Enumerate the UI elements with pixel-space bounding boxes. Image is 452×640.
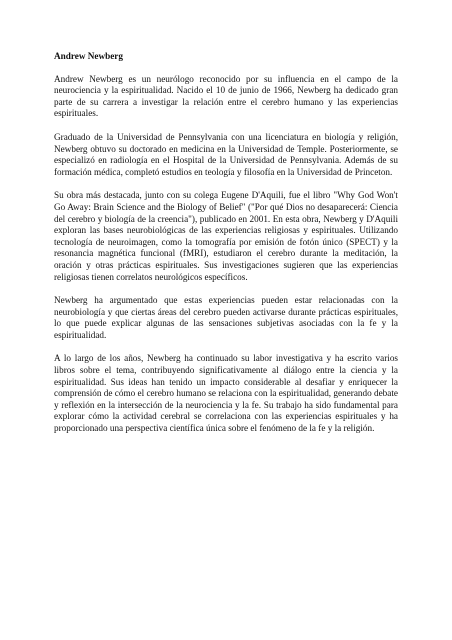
paragraph-intro: Andrew Newberg es un neurólogo reconocido por su influencia en el campo de la neurociencia y la espiritualidad. Nacido el 10 de junio de 1966, Newberg ha dedicado gran parte de su carrera a investigar la relación entre el cerebro humano y las experiencias espirituales. — [54, 73, 398, 119]
document-body — [54, 51, 398, 447]
document-title: Andrew Newberg — [54, 51, 123, 61]
paragraph-argument: Newberg ha argumentado que estas experiencias pueden estar relacionadas con la neurobiología y que ciertas áreas del cerebro pueden activarse durante prácticas espirituales, lo que puede explicar algunas de las sensaciones subjetivas asociadas con la fe y la espiritualidad. — [54, 295, 398, 340]
paragraph-education: Graduado de la Universidad de Pennsylvania con una licenciatura en biología y religión, Newberg obtuvo su doctorado en medicina en la Universidad de Temple. Posteriormente, se especializó en radiología en el Hospital de la Universidad de Pennsylvania. Además de su formación médica, completó estudios en teología y filosofía en la Universidad de Princeton. — [54, 131, 398, 177]
paragraph-book: Su obra más destacada, junto con su colega Eugene D'Aquili, fue el libro "Why God Won't Go Away: Brain Science and the Biology of Belief" ("Por qué Dios no desaparecerá: Ciencia del cerebro y biología de la creencia"), publicado en 2001. En esta obra, Newberg y D'Aquili exploran las bases neurobiológicas de las experiencias religiosas y espirituales. Utilizando tecnología de neuroimagen, como la tomografía por emisión de fotón único (SPECT) y la resonancia magnética funcional (fMRI), estudiaron el cerebro durante la meditación, la oración y otras prácticas espirituales. Sus investigaciones sugieren que las experiencias religiosas tienen correlatos neurológicos específicos. — [54, 190, 398, 282]
paragraph-legacy: A lo largo de los años, Newberg ha continuado su labor investigativa y ha escrito varios libros sobre el tema, contribuyendo significativamente al diálogo entre la ciencia y la espiritualidad. Sus ideas han tenido un impacto considerable al desafiar y enriquecer la comprensión de cómo el cerebro humano se relaciona con la espiritualidad, generando debate y reflexión en la intersección de la neurociencia y la fe. Su trabajo ha sido fundamental para explorar cómo la actividad cerebral se correlaciona con las experiencias espirituales y ha proporcionado una perspectiva científica única sobre el fenómeno de la fe y la religión. — [54, 353, 398, 434]
